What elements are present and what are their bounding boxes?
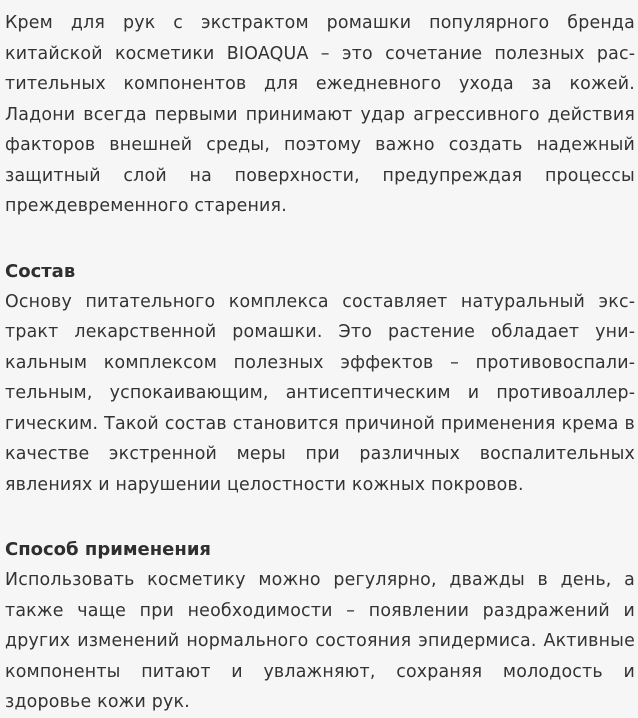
composition-heading: Состав — [5, 260, 76, 282]
usage-paragraph: Использовать косметику можно регулярно, дважды в день, а также чаще при необходимости – появлении раздражений и других изменений нормального состояния эпидермиса. Активные компоненты питают и увлажняют, сохраняя молодость и здоровье кожи рук. — [5, 570, 635, 712]
intro-paragraph: Крем для рук с экстрактом ромашки популярного бренда китайской косметики BIOAQUA – это сочетание полезных растительных компонентов для ежедневного ухода за кожей. Ладони всегда первыми принимают удар агрессивного действия факторов внешней среды, поэтому важно создать надежный защитный слой на поверхности, предупреждая процессы преждевременного старения. — [5, 13, 635, 216]
section-spacer — [5, 500, 635, 535]
product-description — [5, 8, 635, 718]
section-spacer — [5, 222, 635, 257]
composition-paragraph: Основу питательного комплекса составляет натуральный экстракт лекарственной ромашки. Это растение обладает уникальным комплексом полезных эффектов – противовоспалительным, успокаивающим, антисептическим и противоаллергическим. Такой состав становится причиной применения крема в качестве экстренной меры при различных воспалительных явлениях и нарушении целостности кожных покровов. — [5, 291, 635, 495]
usage-heading: Способ применения — [5, 539, 211, 560]
